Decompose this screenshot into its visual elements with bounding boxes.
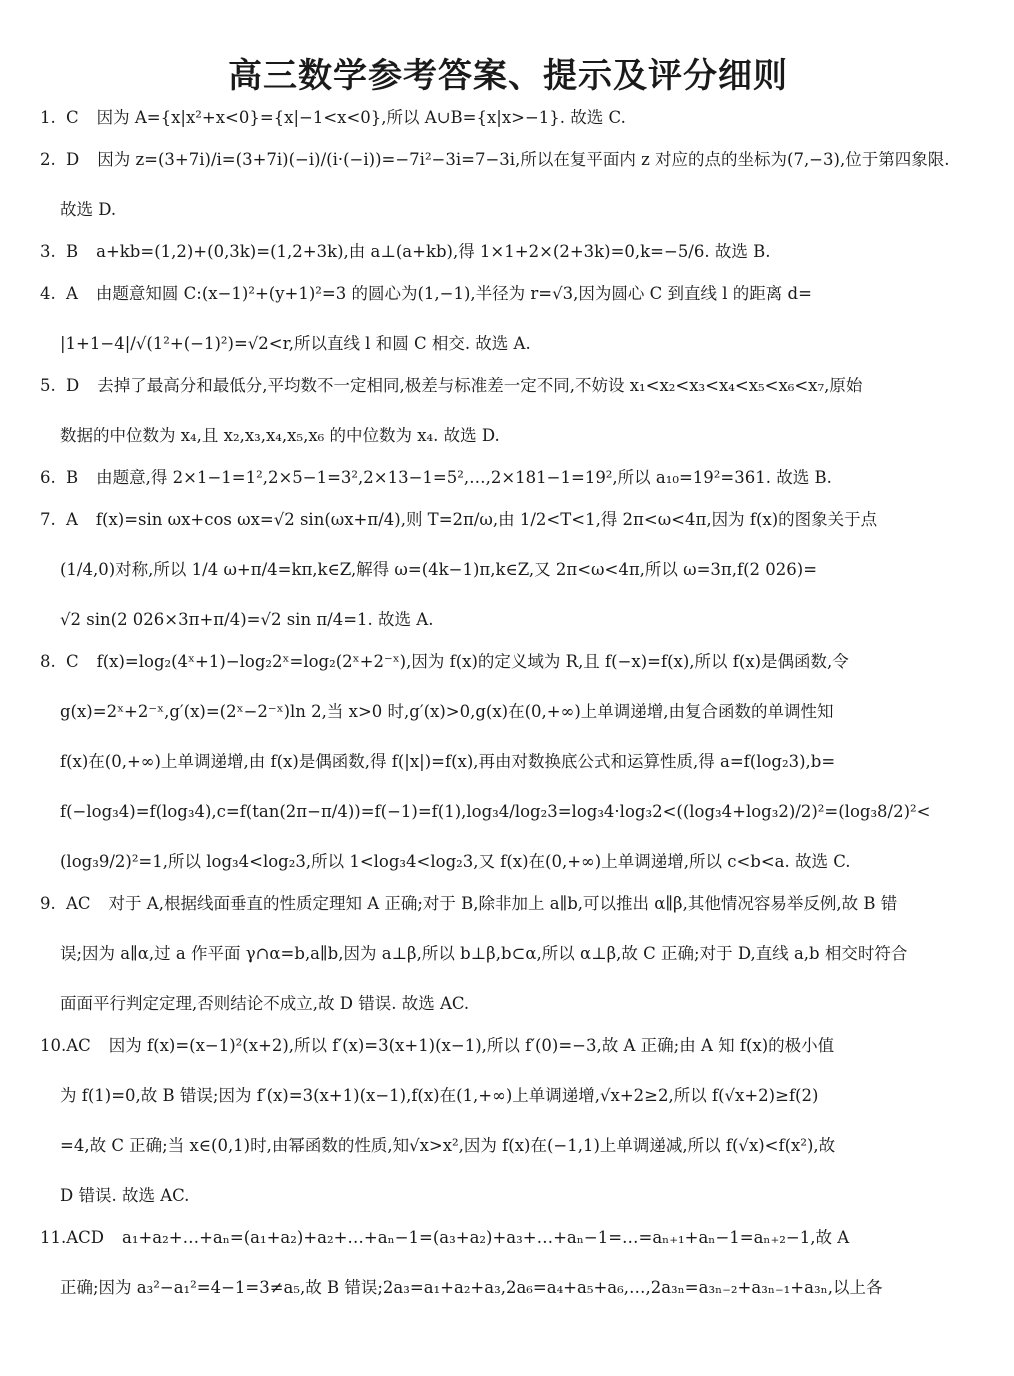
answer-key: B [66, 468, 79, 487]
explanation-text: 因为 z=(3+7i)/i=(3+7i)(−i)/(i·(−i))=−7i²−3i=7−3i,所以在复平面内 z 对应的点的坐标为(7,−3),位于第四象限. [97, 150, 950, 169]
answer-line [40, 698, 976, 726]
explanation-text: f(x)在(0,+∞)上单调递增,由 f(x)是偶函数,得 f(|x|)=f(x),再由对数换底公式和运算性质,得 a=f(log₂3),b= [60, 752, 836, 771]
explanation-text: 数据的中位数为 x₄,且 x₂,x₃,x₄,x₅,x₆ 的中位数为 x₄. 故选 D. [60, 426, 500, 445]
explanation-text: 因为 A={x|x²+x<0}={x|−1<x<0},所以 A∪B={x|x>−1}. 故选 C. [96, 108, 626, 127]
answer-line [40, 196, 976, 224]
answer-item [40, 146, 976, 224]
answer-line [40, 330, 976, 358]
explanation-text: (1/4,0)对称,所以 1/4 ω+π/4=kπ,k∈Z,解得 ω=(4k−1)π,k∈Z,又 2π<ω<4π,所以 ω=3π,f(2 026)= [60, 560, 818, 579]
answer-line [40, 372, 976, 400]
answer-line [40, 798, 976, 826]
answer-key: ACD [66, 1228, 105, 1247]
explanation-text: 正确;因为 a₃²−a₁²=4−1=3≠a₅,故 B 错误;2a₃=a₁+a₂+a₃,2a₆=a₄+a₅+a₆,…,2a₃ₙ=a₃ₙ₋₂+a₃ₙ₋₁+a₃ₙ,以上各 [60, 1278, 883, 1297]
explanation-text: 因为 f(x)=(x−1)²(x+2),所以 f′(x)=3(x+1)(x−1),所以 f′(0)=−3,故 A 正确;由 A 知 f(x)的极小值 [108, 1036, 835, 1055]
answer-item [40, 648, 976, 876]
answer-item [40, 238, 976, 266]
answer-list [40, 104, 976, 1302]
explanation-text: 对于 A,根据线面垂直的性质定理知 A 正确;对于 B,除非加上 a∥b,可以推出 α∥β,其他情况容易举反例,故 B 错 [108, 894, 898, 913]
answer-key: AC [66, 1036, 91, 1055]
answer-line [40, 422, 976, 450]
explanation-text: g(x)=2ˣ+2⁻ˣ,g′(x)=(2ˣ−2⁻ˣ)ln 2,当 x>0 时,g′(x)>0,g(x)在(0,+∞)上单调递增,由复合函数的单调性知 [60, 702, 834, 721]
explanation-text: a+kb=(1,2)+(0,3k)=(1,2+3k),由 a⊥(a+kb),得 1×1+2×(2+3k)=0,k=−5/6. 故选 B. [96, 242, 771, 261]
answer-key: AC [66, 894, 91, 913]
question-number: 4. [40, 284, 56, 303]
question-number: 10. [40, 1036, 67, 1055]
question-number: 9. [40, 894, 56, 913]
explanation-text: =4,故 C 正确;当 x∈(0,1)时,由幂函数的性质,知√x>x²,因为 f(x)在(−1,1)上单调递减,所以 f(√x)<f(x²),故 [60, 1136, 836, 1155]
question-number: 3. [40, 242, 56, 261]
answer-item [40, 464, 976, 492]
question-number: 5. [40, 376, 56, 395]
answer-item [40, 890, 976, 1018]
answer-key: D [66, 376, 80, 395]
answer-item [40, 1224, 976, 1302]
answer-line [40, 940, 976, 968]
question-number: 6. [40, 468, 56, 487]
answer-line [40, 848, 976, 876]
answer-key: A [66, 284, 78, 303]
explanation-text: 为 f(1)=0,故 B 错误;因为 f′(x)=3(x+1)(x−1),f(x)在(1,+∞)上单调递增,√x+2≥2,所以 f(√x+2)≥f(2) [60, 1086, 819, 1105]
explanation-text: D 错误. 故选 AC. [60, 1186, 190, 1205]
explanation-text: √2 sin(2 026×3π+π/4)=√2 sin π/4=1. 故选 A. [60, 610, 434, 629]
question-number: 11. [40, 1228, 67, 1247]
answer-line [40, 1274, 976, 1302]
explanation-text: (log₃9/2)²=1,所以 log₃4<log₂3,所以 1<log₃4<log₂3,又 f(x)在(0,+∞)上单调递增,所以 c<b<a. 故选 C. [60, 852, 851, 871]
explanation-text: f(−log₃4)=f(log₃4),c=f(tan(2π−π/4))=f(−1)=f(1),log₃4/log₂3=log₃4·log₃2<((log₃4+log₃2)/2)²=(log₃8/2)²< [60, 802, 931, 821]
answer-key: A [66, 510, 78, 529]
answer-line [40, 990, 976, 1018]
answer-key: C [66, 652, 79, 671]
explanation-text: 由题意知圆 C:(x−1)²+(y+1)²=3 的圆心为(1,−1),半径为 r=√3,因为圆心 C 到直线 l 的距离 d= [95, 284, 812, 303]
answer-line [40, 606, 976, 634]
explanation-text: 故选 D. [60, 200, 117, 219]
answer-line [40, 238, 976, 266]
explanation-text: f(x)=sin ωx+cos ωx=√2 sin(ωx+π/4),则 T=2π/ω,由 1/2<T<1,得 2π<ω<4π,因为 f(x)的图象关于点 [95, 510, 878, 529]
answer-line [40, 464, 976, 492]
answer-line [40, 1182, 976, 1210]
answer-item [40, 1032, 976, 1210]
explanation-text: 去掉了最高分和最低分,平均数不一定相同,极差与标准差一定不同,不妨设 x₁<x₂<x₃<x₄<x₅<x₆<x₇,原始 [97, 376, 863, 395]
question-number: 1. [40, 108, 56, 127]
answer-line [40, 506, 976, 534]
answer-item [40, 104, 976, 132]
answer-line [40, 1224, 976, 1252]
page-title: 高三数学参考答案、提示及评分细则 [228, 56, 788, 96]
answer-line [40, 1032, 976, 1060]
explanation-text: 误;因为 a∥α,过 a 作平面 γ∩α=b,a∥b,因为 a⊥β,所以 b⊥β,b⊂α,所以 α⊥β,故 C 正确;对于 D,直线 a,b 相交时符合 [60, 944, 908, 963]
question-number: 8. [40, 652, 56, 671]
question-number: 7. [40, 510, 56, 529]
answer-line [40, 748, 976, 776]
answer-line [40, 890, 976, 918]
explanation-text: |1+1−4|/√(1²+(−1)²)=√2<r,所以直线 l 和圆 C 相交. 故选 A. [60, 334, 531, 353]
answer-line [40, 648, 976, 676]
explanation-text: 由题意,得 2×1−1=1²,2×5−1=3²,2×13−1=5²,…,2×181−1=19²,所以 a₁₀=19²=361. 故选 B. [96, 468, 832, 487]
answer-item [40, 506, 976, 634]
answer-line [40, 146, 976, 174]
answer-line [40, 1132, 976, 1160]
answer-key: D [66, 150, 80, 169]
answer-line [40, 104, 976, 132]
answer-key: B [66, 242, 79, 261]
explanation-text: a₁+a₂+…+aₙ=(a₁+a₂)+a₂+…+aₙ−1=(a₃+a₂)+a₃+…+aₙ−1=…=aₙ₊₁+aₙ−1=aₙ₊₂−1,故 A [122, 1228, 850, 1247]
answer-line [40, 556, 976, 584]
question-number: 2. [40, 150, 56, 169]
explanation-text: f(x)=log₂(4ˣ+1)−log₂2ˣ=log₂(2ˣ+2⁻ˣ),因为 f(x)的定义域为 R,且 f(−x)=f(x),所以 f(x)是偶函数,令 [96, 652, 849, 671]
answer-line [40, 1082, 976, 1110]
explanation-text: 面面平行判定定理,否则结论不成立,故 D 错误. 故选 AC. [60, 994, 470, 1013]
answer-line [40, 280, 976, 308]
answer-item [40, 280, 976, 358]
answer-key: C [66, 108, 79, 127]
answer-item [40, 372, 976, 450]
